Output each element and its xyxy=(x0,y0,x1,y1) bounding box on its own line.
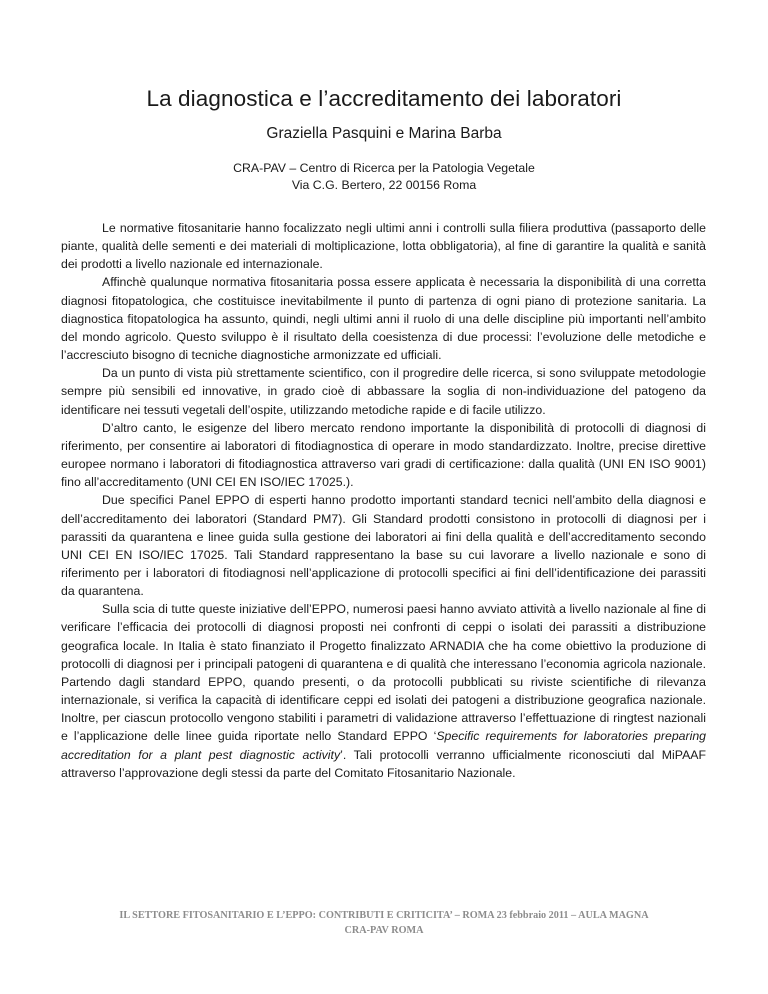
affiliation-institution: CRA-PAV – Centro di Ricerca per la Patologia Vegetale xyxy=(233,161,535,175)
standard-title-italic: Specific requirements for laboratories preparing accreditation for a plant pest diagnostic activity xyxy=(61,729,706,762)
paragraph-2: Affinchè qualunque normativa fitosanitaria possa essere applicata è necessaria la disponibilità di una corretta diagnosi fitopatologica, che costituisce inevitabilmente il punto di partenza di ogni piano di protezione sanitaria. La diagnostica fitopatologica ha assunto, quindi, negli ultimi anni il ruolo di una delle discipline più importanti nell’ambito del mondo agricolo. Questo sviluppo è il risultato della coesistenza di due processi: l’evoluzione delle metodiche e l’accresciuto bisogno di tecniche diagnostiche armonizzate ed ufficiali. xyxy=(61,275,706,363)
paragraph-5: Due specifici Panel EPPO di esperti hanno prodotto importanti standard tecnici nell’ambito della diagnosi e dell’accreditamento dei laboratori (Standard PM7). Gli Standard prodotti consistono in protocolli di diagnosi per i parassiti da quarantena e linee guida sulla gestione dei laboratori ai fini della qualità e dell’accreditamento secondo UNI CEI EN ISO/IEC 17025. Tali Standard rappresentano la base su cui lavorare a livello nazionale e sono di riferimento per i laboratori di fitodiagnosi nell’applicazione di protocolli specifici ai fini dell’identificazione dei parassiti da quarantena. xyxy=(61,493,706,599)
authors-line: Graziella Pasquini e Marina Barba xyxy=(266,125,502,142)
paragraph-6-text-b: ’. Tali protocolli verranno ufficialmente riconosciuti dal MiPAAF attraverso l’approvazione degli stessi da parte del Comitato Fitosanitario Nazionale. xyxy=(61,747,706,780)
paragraph-1: Le normative fitosanitarie hanno focalizzato negli ultimi anni i controlli sulla filiera produttiva (passaporto delle piante, qualità delle sementi e dei materiali di moltiplicazione, lotta obbligatoria), al fine di garantire la qualità e sanità dei prodotti a livello nazionale ed internazionale. xyxy=(61,221,706,272)
body-text xyxy=(61,219,706,782)
paragraph-6-text-a: Sulla scia di tutte queste iniziative dell’EPPO, numerosi paesi hanno avviato attività a livello nazionale al fine di verificare l’efficacia dei protocolli di diagnosi proposti nei confronti di ceppi o isolati dei parassiti a distribuzione geografica locale. In Italia è stato finanziato il Progetto finalizzato ARNADIA che ha come obiettivo la produzione di protocolli di diagnosi per i principali patogeni di quarantena e di qualità che interessano l’economia agricola nazionale. Partendo dagli standard EPPO, quando presenti, o da protocolli pubblicati su riviste scientifiche di rilevanza internazionale, si verifica la capacità di identificare ceppi ed isolati dei patogeni a distribuzione geografica nazionale. Inoltre, per ciascun protocollo vengono stabiliti i parametri di validazione attraverso l’effettuazione di ringtest nazionali e l’applicazione delle linee guida riportate nello Standard EPPO ‘ xyxy=(61,602,706,744)
document-title: La diagnostica e l’accreditamento dei laboratori xyxy=(146,86,622,111)
page-footer xyxy=(0,909,768,938)
paragraph-6 xyxy=(61,600,706,782)
footer-line-2: CRA-PAV ROMA xyxy=(344,924,424,936)
affiliation-address: Via C.G. Bertero, 22 00156 Roma xyxy=(291,178,477,192)
footer-line-1: IL SETTORE FITOSANITARIO E L’EPPO: CONTRIBUTI E CRITICITA’ – ROMA 23 febbraio 2011 – AULA MAGNA xyxy=(119,910,649,921)
paragraph-4: D’altro canto, le esigenze del libero mercato rendono importante la disponibilità di protocolli di diagnosi di riferimento, per consentire ai laboratori di fitodiagnostica di operare in modo standardizzato. Inoltre, precise direttive europee normano i laboratori di fitodiagnostica attraverso vari gradi di certificazione: dalla qualità (UNI EN ISO 9001) fino all’accreditamento (UNI CEI EN ISO/IEC 17025.). xyxy=(61,420,706,490)
affiliation xyxy=(0,160,768,194)
paragraph-3: Da un punto di vista più strettamente scientifico, con il progredire delle ricerca, si sono sviluppate metodologie sempre più sensibili ed innovative, in grado cioè di abbassare la soglia di non-individuazione del patogeno da identificare nei tessuti vegetali dell’ospite, utilizzando metodiche rapide e di facile utilizzo. xyxy=(61,366,706,417)
